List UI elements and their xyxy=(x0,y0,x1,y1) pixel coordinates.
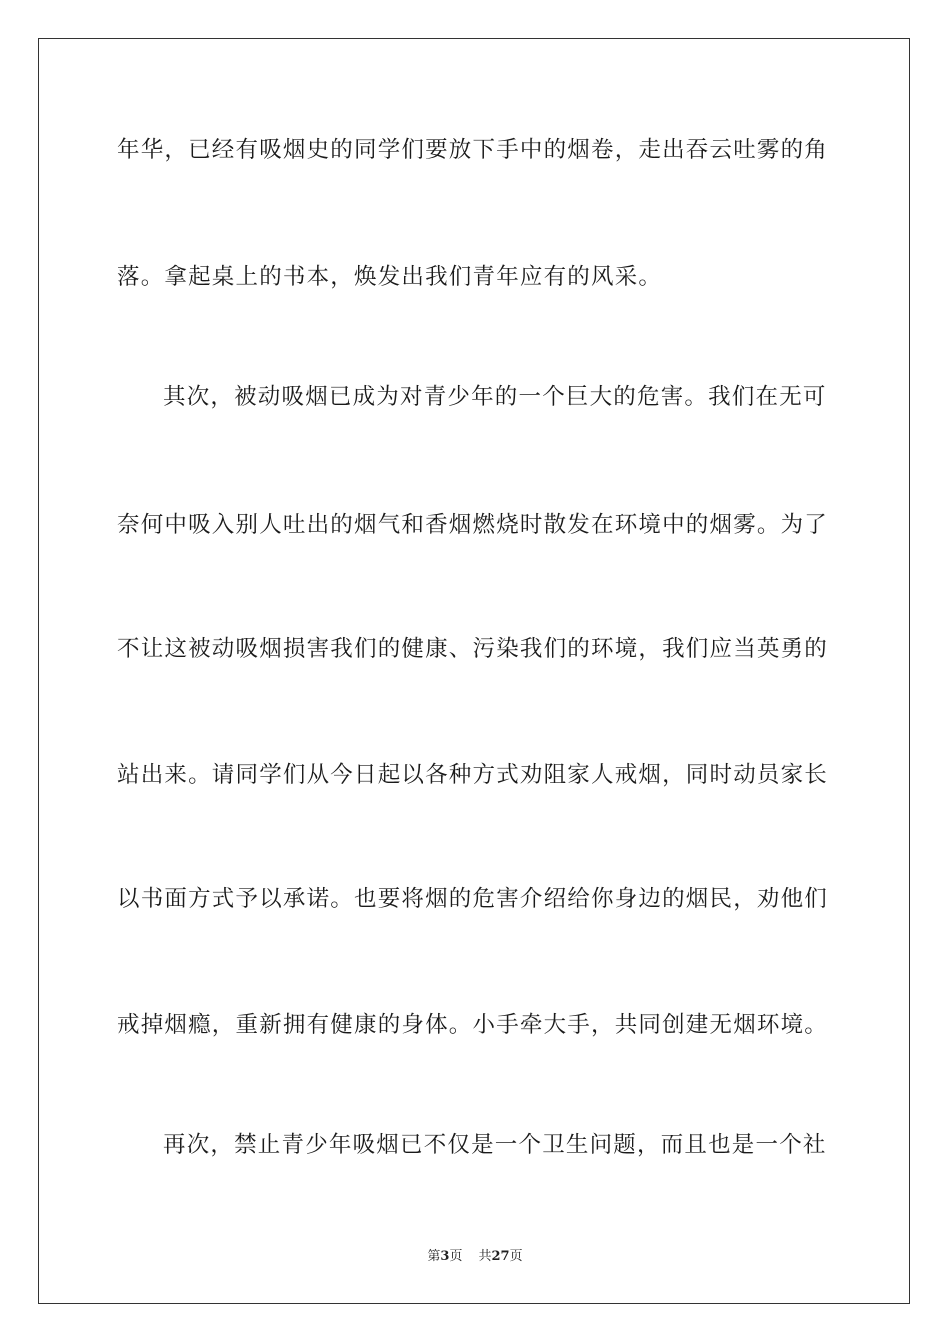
body-text-line-1: 年华，已经有吸烟史的同学们要放下手中的烟卷，走出吞云吐雾的角 xyxy=(117,137,829,163)
paragraph-start-line-3: 其次，被动吸烟已成为对青少年的一个巨大的危害。我们在无可 xyxy=(163,384,827,410)
paragraph-start-line-9: 再次，禁止青少年吸烟已不仅是一个卫生问题，而且也是一个社 xyxy=(163,1132,827,1158)
footer-total-pages: 27 xyxy=(491,1249,510,1264)
body-text-line-5: 不让这被动吸烟损害我们的健康、污染我们的环境，我们应当英勇的 xyxy=(117,636,829,662)
footer-total-suffix: 页 xyxy=(509,1249,523,1264)
footer-page-prefix: 第 xyxy=(427,1249,441,1264)
footer-page-suffix: 页 xyxy=(449,1249,463,1264)
body-text-line-7: 以书面方式予以承诺。也要将烟的危害介绍给你身边的烟民，劝他们 xyxy=(117,886,829,912)
footer-current-page: 3 xyxy=(440,1249,450,1264)
body-text-line-4: 奈何中吸入别人吐出的烟气和香烟燃烧时散发在环境中的烟雾。为了 xyxy=(117,512,829,538)
footer-total-prefix: 共 xyxy=(478,1249,492,1264)
page-footer xyxy=(0,1248,950,1266)
body-text-line-8: 戒掉烟瘾，重新拥有健康的身体。小手牵大手，共同创建无烟环境。 xyxy=(117,1012,829,1038)
page-border xyxy=(38,38,910,1304)
body-text-line-2: 落。拿起桌上的书本，焕发出我们青年应有的风采。 xyxy=(117,264,663,290)
body-text-line-6: 站出来。请同学们从今日起以各种方式劝阻家人戒烟，同时动员家长 xyxy=(117,762,829,788)
